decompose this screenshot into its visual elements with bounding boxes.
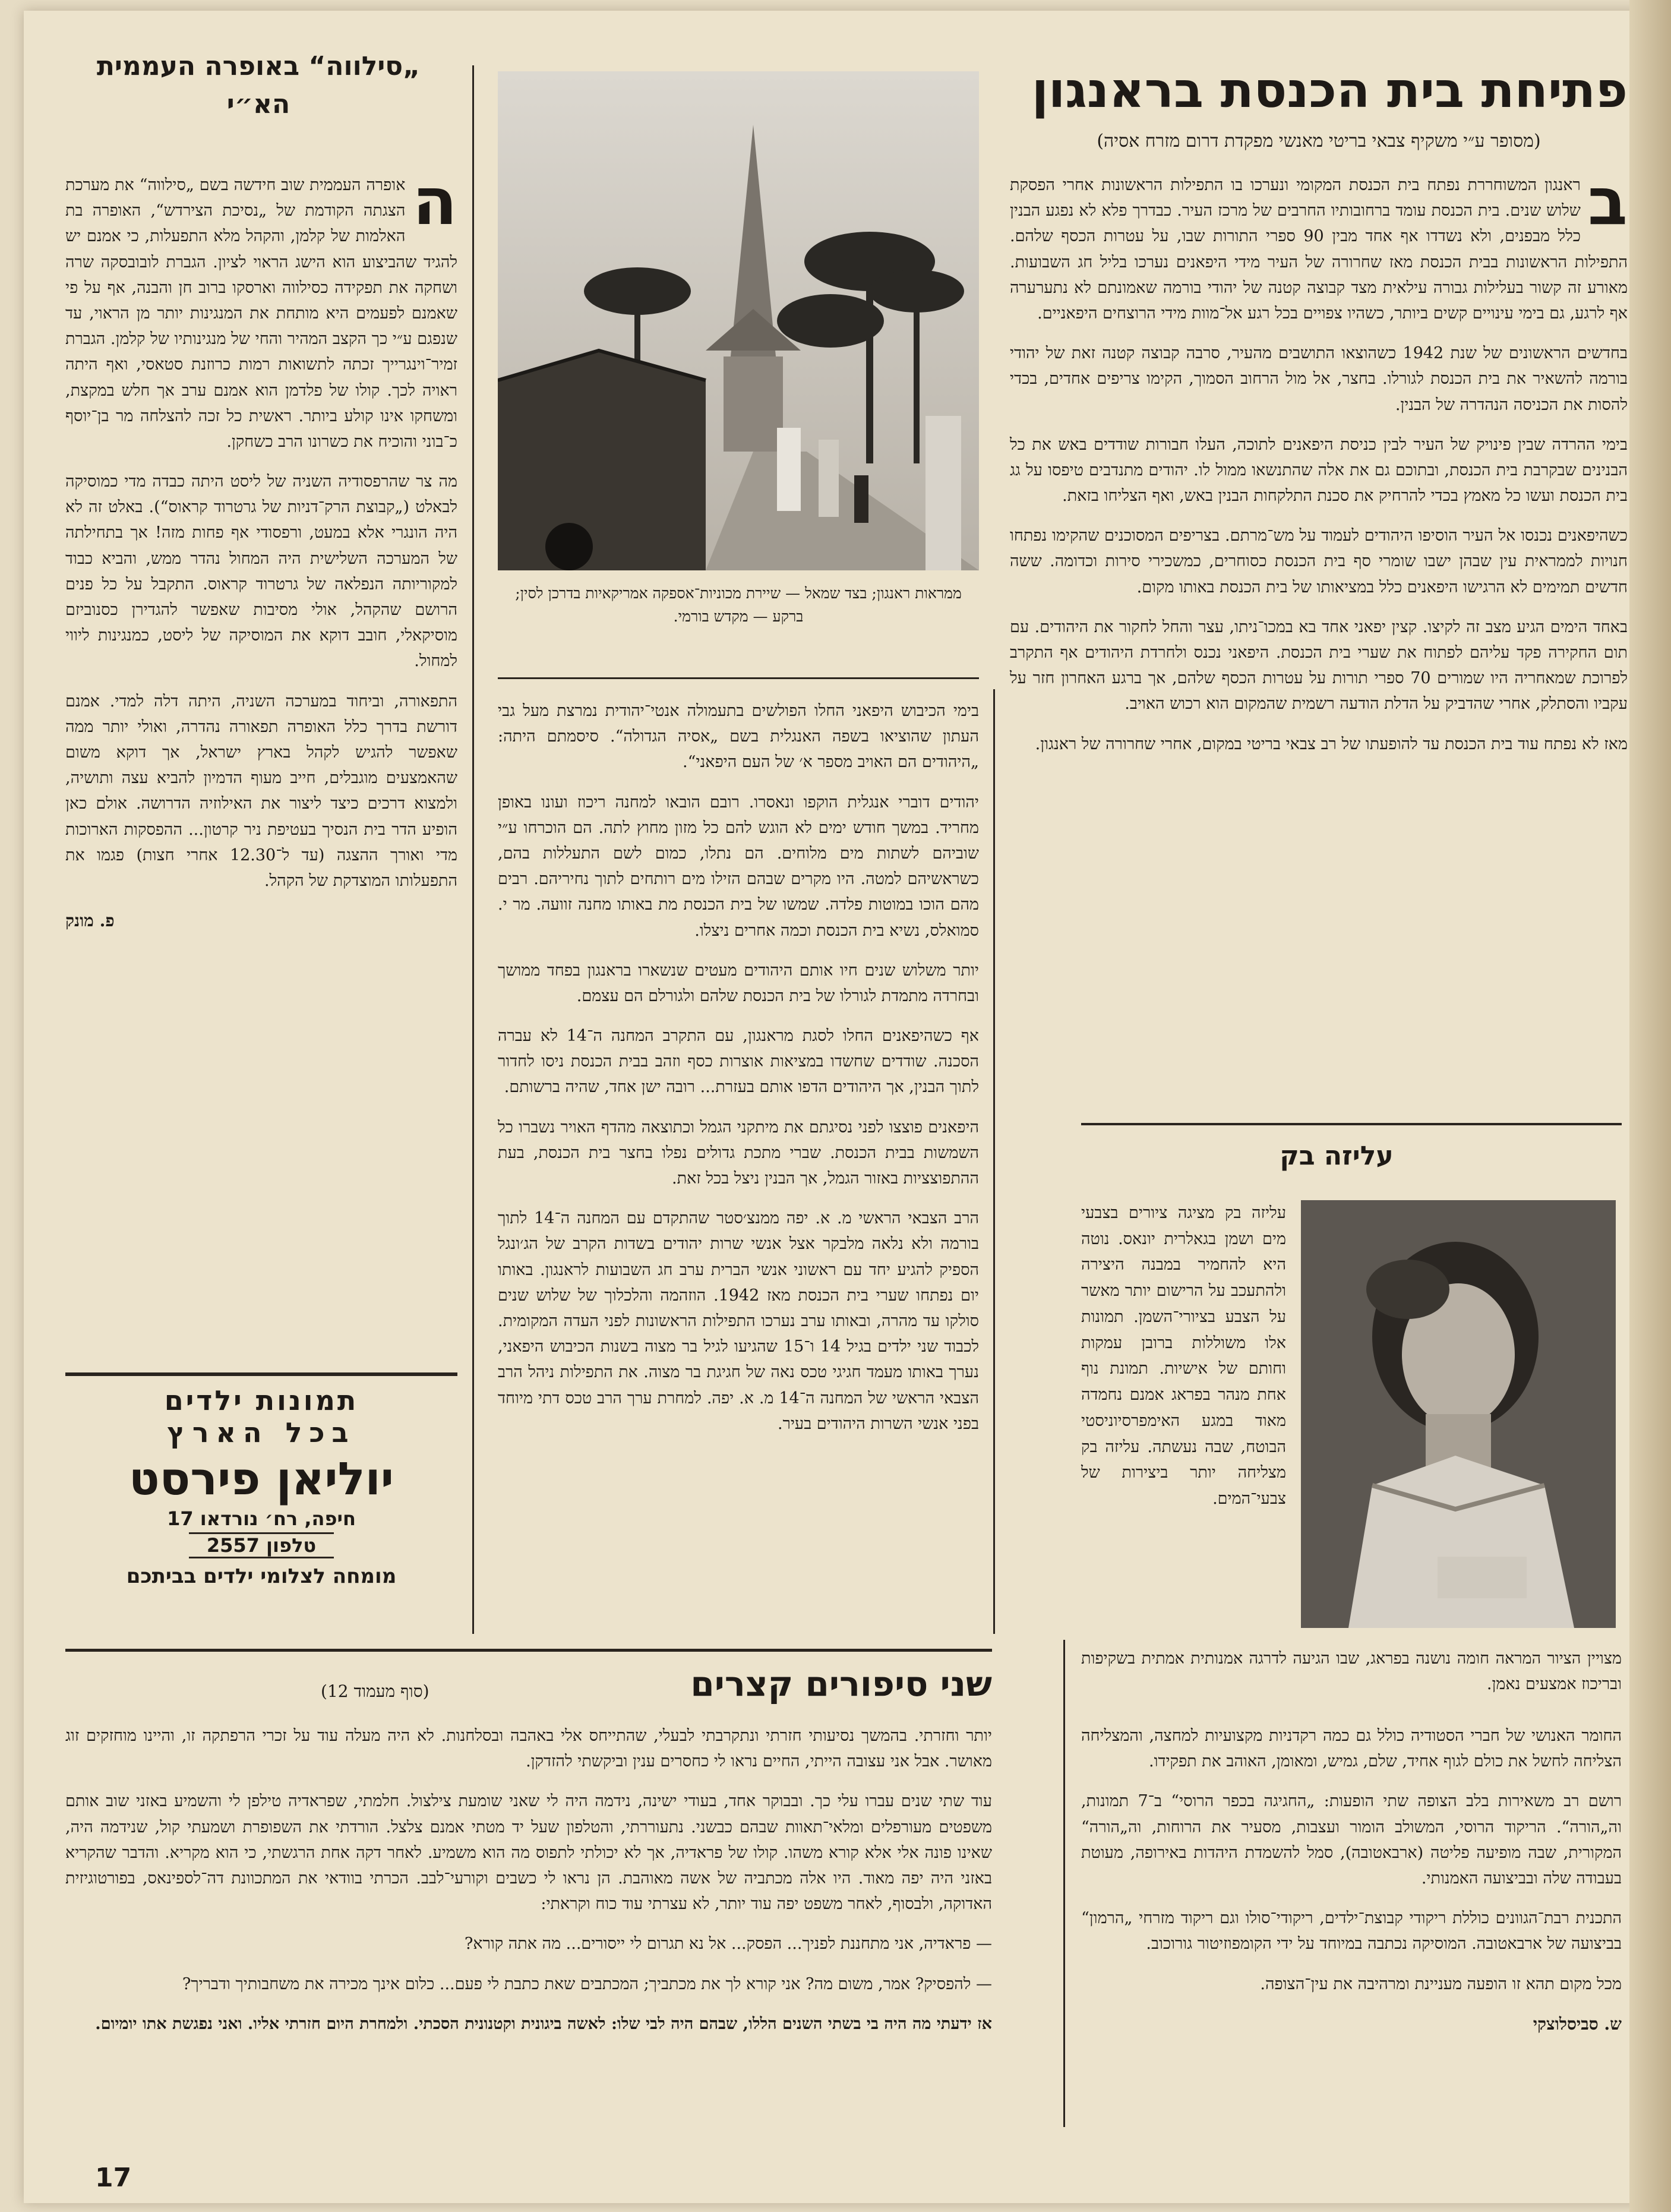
middle-column-divider xyxy=(993,689,995,1634)
rangoon-paragraph: יותר משלוש שנים חיו אותם היהודים מעטים שנשארו בראנגון בפחד ממושך ובחרדה מתמדת לגורלו של בית הכנסת שלהם ולגורלם הם עצמם. xyxy=(498,961,979,1005)
ad-phone: טלפון 2557 xyxy=(189,1532,334,1558)
rangoon-paragraph: בימי הכיבוש היפאני החלו הפולשים בתעמולה אנטי־יהודית נמרצת מעל גבי העתון שהוציאו בשפה האנגלית בשם „אסיה הגדולה“. סיסמתם היתה: „היהודים הם האויב מספר א׳ של העם היפאני“. xyxy=(498,702,979,772)
dance-paragraph: רושם רב משאירות בלב הצופה שתי הופעות: „החגיגה בכפר הרוסי“ ב־7 תמונות, וה„הורה“. הריקוד הרוסי, המשולב הומור ועצבות, מסעיר את הרוחות, וה„הורה“ המקורית, שבה מופיעה פליטה (ארבאטובה), סמל להשמדת היהדות באירופה, מעוטת בעבודה שלה ובביצועה האמנותי. xyxy=(1081,1792,1622,1888)
rangoon-dropcap: ב xyxy=(1587,163,1628,239)
silva-dropcap: ה xyxy=(412,163,457,239)
dance-paragraph: התכנית רבת־הגוונים כוללת ריקודי קבוצת־ילדים, ריקודי־סולו וגם ריקוד מזרחי „הרמון“ בביצועה של ארבאטובה. המוסיקה נכתבה במיוחד על ידי הקומפוזיטור גורוכוב. xyxy=(1081,1909,1622,1954)
ad-name: יוליאן פירסט xyxy=(128,1452,394,1505)
rangoon-paragraph: אף כשהיפאנים החלו לסגת מראנגון, עם התקרב המחנה ה־14 לא עברה הסכנה. שודדים שחשדו במציאות אוצרות כסף וזהב בבית הכנסת ניסו לחדור לתוך הבנין, אך היהודים הדפו אותם בעזרת... רובה ישן אחד, שהיה ברשותם. xyxy=(498,1027,979,1097)
silva-title xyxy=(65,48,451,124)
aliza-review-end: מצויין הציור המראה חומה נושנה בפראג, שבו הגיעה לדרגה אמנותית אמתית בשקיפות ובריכוז אמצעים נאמן. xyxy=(1081,1649,1622,1694)
bottom-section-rule xyxy=(65,1649,992,1652)
rangoon-paragraph: ראנגון המשוחררת נפתח בית הכנסת המקומי ונערכו בו התפילות הראשונות אחרי הפסקת שלוש שנים. בית הכנסת עומד ברחובותיו החרבים של מרכז העיר. כבדרך פלא לא נפגע הבנין כלל מבפנים, ולא נשדדו אף אחד מבין 90 ספרי התורות שבו, על עטרות הכסף שלהם. התפילות הראשונות בבית הכנסת מאז שחרורה של העיר מידי היפאנים נערכו בליל חג השבועות. מאורע זה קשור בעלילות גבורה עילאית מצד קבוצה קטנה של יהודי בורמה שאמונתם לא נתערערה אף לרגע, גם בימי עינויים קשים ביותר, כשהיו צפויים בכל רגע אל־מוות מידי הרוצחים היפאניים. xyxy=(1010,176,1628,323)
ad-line1: תמונות ילדים xyxy=(164,1384,359,1416)
page-edge xyxy=(1629,0,1671,2212)
rangoon-article-middle xyxy=(498,698,979,1451)
stories-article xyxy=(65,1723,992,2051)
stories-paragraph: — להפסיק? אמר, משום מה? אני קורא לך את מכתביך; המכתבים שאת כתבת לי פעם... כלום אינך מכירה את משחבותיך ודבריך? xyxy=(182,1974,992,1993)
stories-paragraph: — פראדיה, אני מתחננת לפניך... הפסק... אל נא תגרום לי ייסורים... מה אתה קורא? xyxy=(464,1935,992,1954)
stories-continued-note: (סוף מעמוד 12) xyxy=(321,1681,429,1701)
rangoon-paragraph: באחד הימים הגיע מצב זה לקיצו. קצין יפאני אחד בא במכו־ניתו, עצר והחל לחקור את היהודים. עם תום החקירה פקד עליהם לפתוח את שערי בית הכנסת. היפאני נכנס ולחרדת היהודים אף התקרב לפרוכת שמאחריה היו שמורים 70 ספרי תורות על עטרות הכסף שלהם, אך ברגע האחרון חזר על עקביו והסתלק, אחרי שהדביק על הדלת הודעה רשמית שהמקום הוא רכוש האויב. xyxy=(1010,617,1628,714)
rangoon-paragraph: בחדשים הראשונים של שנת 1942 כשהוצאו התושבים מהעיר, סרבה קבוצה קטנה זאת של יהודי בורמה להשאיר את בית הכנסת לגורלו. בחצר, אל מול הרחוב הסמוך, הקימו צריפים אחדים, בכדי להסות את הכניסה הנהדרה של הבנין. xyxy=(1010,344,1628,414)
rangoon-street-photo xyxy=(498,71,979,570)
dance-paragraph: מכל מקום תהא זו הופעה מעניינת ומרהיבה את עין־הצופה. xyxy=(1260,1974,1622,1993)
photo-bottom-rule xyxy=(498,677,979,679)
rangoon-subtitle: (מסופר ע״י משקיף צבאי בריטי מאנשי מפקדת דרום מזרח אסיה) xyxy=(1097,131,1541,152)
aliza-top-rule xyxy=(1081,1123,1622,1125)
rangoon-paragraph: בימי ההרדה שבין פינויק של העיר לבין כניסת היפאנים לתוכה, העלו חבורות שודדים באש את כל הבנינים שבקרבת בית הכנסת, ובתוכם גם את אלה שהתנשאו ממול לו. יהודים מתנדבים טיפסו על גג בית הכנסת ועשו כל מאמץ בכדי להרחיק את סכנת התלקחות הבנין באש, ואף הצליחו בזאת. xyxy=(1010,435,1628,506)
silva-article xyxy=(65,163,457,949)
stories-title: שני סיפורים קצרים xyxy=(690,1664,992,1704)
rangoon-photo-caption: ממראות ראנגון; בצד שמאל — שיירת מכוניות־אספקה אמריקאיות בדרכן לסין; ברקע — מקדש בורמי. xyxy=(515,585,962,625)
portrait-painting xyxy=(1301,1200,1616,1628)
stories-paragraph: עוד שתי שנים עברו עלי כך. ובבוקר אחד, בעודי ישינה, נידמה היה לי שאני שומעת צילצול. חלמתי, שפראדיה טילפן לי והשמיע באזני שוב אותם משפטים מעורפלים ומלאי־תאוות שבהם כבשני. נתעוררתי, והטלפון שעל יד מטתי אמנם צלצל. הורדתי את השפופרת ושמעתי קול, שנידמה היה, שאינו פונה אלי אלא קורא משהו. קולו של פראדיה, אך לא יכולתי לתפוס מה הוא משמיע. לאחר דקה אחת הרגשתי, כי הוא מקריא. והדבר שהקריא באזני היה יפה מאוד. היו אלה מכתביה של אשה מאוהבת. הן נראו לי כשבים וקורעי־לבב. הכרתי בוודאי את המתכוונת דה־לספינאס, בפורטוגיזית האדוקה, ולבסוף, לאחר משפט יפה עוד יותר, לא עצרתי עוד כוח וקראתי: xyxy=(65,1792,992,1914)
photographer-ad xyxy=(65,1384,457,1588)
dance-paragraph: החומר האנושי של חברי הסטודיה כולל גם כמה רקדניות מקצועיות למחצה, והמצליחה הצליחה לחשל את כולם לגוף אחיד, שלם, גמיש, ומאומן, האוהב את תפקידו. xyxy=(1081,1727,1622,1771)
dance-review xyxy=(1081,1723,1622,2052)
rangoon-title: פתיחת בית הכנסת בראנגון xyxy=(1031,62,1628,119)
silva-title-text: „סילווה“ באופרה העממית הא״י xyxy=(96,51,421,119)
rangoon-paragraph: יהודים דוברי אנגלית הוקפו ונאסרו. רובם הובאו למחנה ריכוז ועונו באופן מחריד. במשך חודש ימים לא הוגש להם כל מזון מחוץ לתה. הם הוכרחו ע״י שוביהם לשתות מים מלוחים. הם נתלו, כמום לשם התעללות בהם, כשראשיהם למטה. היו מקרים שבהם הזילו מים רותחים לתוך נחיריהם. רבים מהם הוכו במוטות פלדה. שמשו של בית הכנסת מת באותו מחנה זוועה. מר י. סמואלס, נשיא בית הכנסת וכמה אחרים ניצלו. xyxy=(498,793,979,940)
stories-paragraph: יותר וחזרתי. בהמשך נסיעותי חזרתי ונתקרבתי לבעלי, שהתייחס אלי באהבה ובסלחנות. לא היה מעלה עוד על זכרי הרפתקה זו, והיינו מוחזקים זוג מאושר. אבל אני עצובה הייתי, החיים נראו לי כחסרים ענין וביקשתי להזדקן. xyxy=(65,1727,992,1771)
rangoon-photo xyxy=(498,71,979,570)
silva-paragraph: מה צר שהרפסודיה השניה של ליסט היתה כבדה מדי כמוסיקה לבאלט („קבוצת הרק־דניות של גרטרוד קראוס“). באלט זה לא היה הונגרי אלא במעט, ורפסודי אף פחות מזה! אך בתחילתה של המערכה השלישית היה המחול נהדר ממש, והביא כבוד למקוריותה הנפלאה של גרטרוד קראוס. התקבל על כל פנים הרושם שהקהל, אולי מסיבות שאפשר להגדירן כסנוביזם מוסיקאלי, חובב דוקא את המוסיקה של ליסט, כמנגינות ליווי למחול. xyxy=(65,472,457,671)
stories-paragraph: אז ידעתי מה היה בי בשתי השנים הללו, שבהם היה לבי שלו: לאשה ביגונית וקטנונית הסכתי. ולמחרת היום חזרתי אליו. ואני נפגשת אתו יומיום. xyxy=(95,2014,992,2033)
ad-top-rule xyxy=(65,1372,457,1376)
silva-paragraph: אופרה העממית שוב חידשה בשם „סילווה“ את מערכת הצגתה הקודמת של „נסיכת הצירדש“, האופרה בת האלמות של קלמן, והקהל מלא התפעלות, כי אמנם יש להגיד שהביצוע הוא הישג הראוי לציון. הגברת לובובסקה שרה ושחקה את תפקידה כסילווה וארסקו ברוב חן והבנה, אף על פי שאמנם לפעמים היא מותחת את המנגינות יותר מן הראוי, עד שנפגם ע״י כך הקצב המהיר והחי של מנגינותיו של קלמן. הגברת זמיר־וינגרייך זכתה לתשואות רמות כרוזנת סטאסי, ואף היתה ראויה לכך. קולו של פלדמן הוא אמנם ערב אך חלש במקצת, ומשחקו אינו קולע ביותר. ראשית כל זכה להצלחה מר בן־יוסף כ־בוני והוכיח את כשרונו הרב כשחקן. xyxy=(65,176,457,451)
rangoon-paragraph: היפאנים פוצצו לפני נסיגתם את מיתקני הגמל וכתוצאה מהדף האויר נשברו כל השמשות בבית הכנסת. שברי מתכת גדולים נפלו בחצר בית הכנסת, בעת ההתפוצציות באזור הגמל, אך הבנין ניצל בכל זאת. xyxy=(498,1118,979,1188)
aliza-review-short: עליזה בק מציגה ציורים בצבעי מים ושמן בגאלרית יונאס. נוטה היא להחמיר במבנה היצירה ולהתעכב על הרישום יותר מאשר על הצבע בציורי־השמן. תמונות אלו משוללות ברובן עמקות וחותם של אישיות. תמונת נוף אחת מנהר בפראג אמנם נחמדה מאוד במגע האימפרסיוניסטי הבוטח, שבה נעשתה. עליזה בק מצליחה יותר ביצירות של צבעי־המים. xyxy=(1081,1204,1286,1509)
dance-signature: ש. סביסלוצקי xyxy=(1533,2014,1622,2034)
right-bottom-divider xyxy=(1063,1640,1065,2127)
silva-signature: פ. מונק xyxy=(65,911,115,931)
aliza-painting-photo xyxy=(1301,1200,1616,1628)
rangoon-article-right xyxy=(1010,163,1628,771)
silva-paragraph: התפאורה, וביחוד במערכה השניה, היתה דלה למדי. אמנם דורשת בדרך כלל האופרה תפאורה נהדרה, ואולי יותר ממה שאפשר להגיש לקהל בארץ ישראל, אך דוקא משום שהאמצעים מוגבלים, חייב מעוף הדמיון להביא עצה ותושיה, ולמצוא דרכים כיצד ליצור את האילוזיה הדרושה. אולם כאן הופיע הדר בית הנסיך בעטיפת ניר קרטון... ההפסקות הארוכות מדי ואורך ההצגה (עד ל־12.30 אחרי חצות) פגמו את התפעלותו המוצדקת של הקהל. xyxy=(65,692,457,890)
rangoon-paragraph: כשהיפאנים נכנסו אל העיר הוסיפו היהודים לעמוד על מש־מרתם. בצריפים המסוכנים שהקימו נפתחו חנויות לממראית עין שבהן ישבו שומרי סף בית הכנסת כסוחרים, כמשכירי סירות וכדומה. ששה חדשים תמימים לא הרגישו היפאנים כלל במציאותו של בית הכנסת באותו מקום. xyxy=(1010,526,1628,597)
left-column-divider xyxy=(472,65,474,1634)
ad-tagline: מומחה לצלומי ילדים בביתכם xyxy=(126,1564,397,1588)
aliza-title: עליזה בק xyxy=(1280,1141,1394,1171)
rangoon-paragraph: הרב הצבאי הראשי מ. א. יפה ממנצ׳סטר שהתקדם עם המחנה ה־14 לתוך בורמה ולא נלאה מלבקר אצל אנשי שרות יהודים בשדות הקרב של הג׳ונגל הספיק להגיע יחד עם ראשוני אנשי הברית ערב חג השבועות לראנגון. באותו יום נפתחו שערי בית הכנסת מאז 1942. הוזהמה והלכלוך של שלוש שנים סולקו עד מהרה, ובאותו ערב נערכו התפילות הראשונות לפני העדה המקומית. לכבוד שני ילדים בגיל 14 ו־15 שהגיעו לגיל בר מצוה בשנות הכיבוש היפאני, נערך באותו מעמד חגיגי טכס נאה של חגיגת בר מצוה. את התפילות ניהל הרב הצבאי הראשי של המחנה ה־14 מ. א. יפה. למחרת ערך הרב טכס דתי מיוחד בפני אנשי השרות היהודים בעיר. xyxy=(498,1209,980,1433)
page-number: 17 xyxy=(95,2163,132,2193)
ad-address: חיפה, רח׳ נורדאו 17 xyxy=(167,1507,356,1530)
rangoon-paragraph: מאז לא נפתח עוד בית הכנסת עד להופעתו של רב צבאי בריטי במקום, אחרי שחרורה של ראנגון. xyxy=(1035,734,1628,753)
ad-line2: בכל הארץ xyxy=(167,1416,356,1449)
